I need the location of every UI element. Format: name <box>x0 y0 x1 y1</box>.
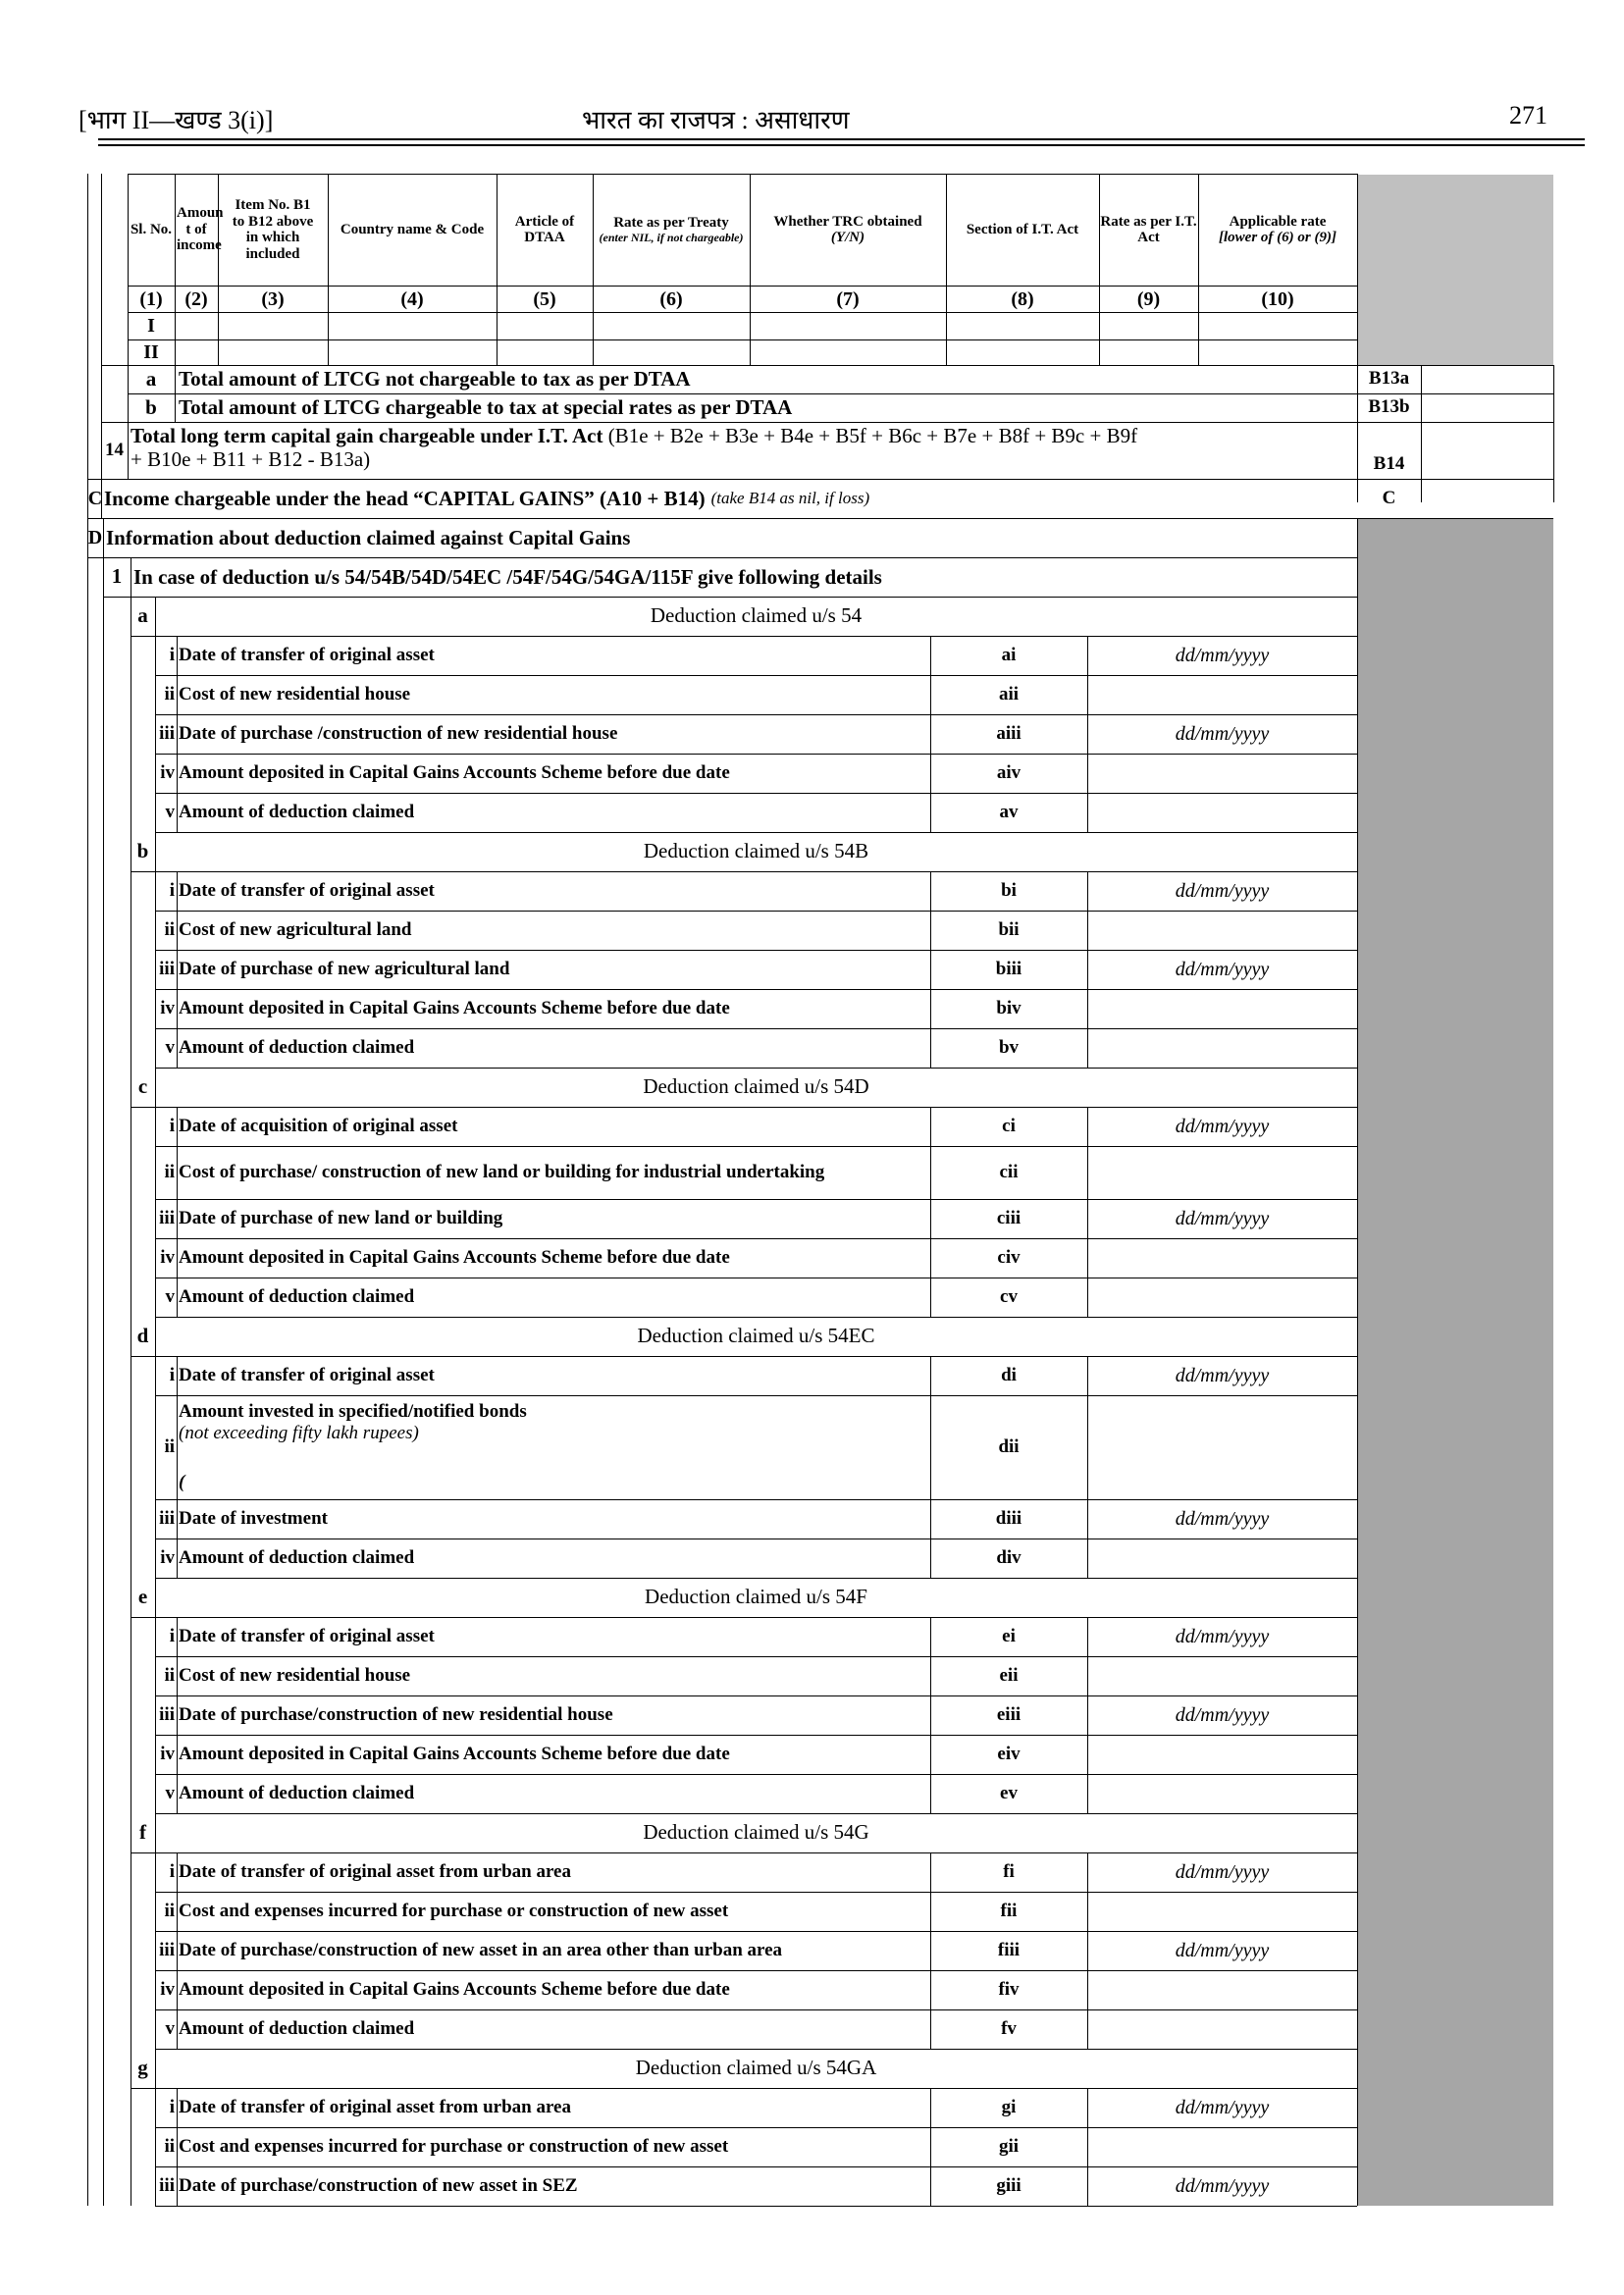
item-value-input[interactable] <box>1087 1395 1357 1499</box>
item-code: aiv <box>996 761 1022 783</box>
item-value-input[interactable] <box>1087 675 1357 714</box>
item-label: Amount deposited in Capital Gains Accounts Scheme before due date <box>179 1247 730 1269</box>
column-header-label: Sl. No. <box>130 221 173 237</box>
rule-vertical <box>177 1278 178 1317</box>
column-header-label: Amoun t of income <box>177 205 224 254</box>
item-label: Cost of purchase/ construction of new land or building for industrial undertaking <box>179 1162 825 1183</box>
b14-formula-cont: + B10e + B11 + B12 - B13a) <box>131 447 371 472</box>
item-label: Date of investment <box>179 1508 328 1530</box>
item-label: Date of purchase of new agricultural land <box>179 959 510 980</box>
column-number-1: (1) <box>139 287 163 310</box>
rule-vertical <box>177 754 178 793</box>
item-label: Date of purchase /construction of new residential house <box>179 723 618 745</box>
item-roman: iii <box>159 958 175 979</box>
item-value-input[interactable] <box>1087 911 1357 950</box>
item-code: fiv <box>998 1978 1020 2000</box>
rule-vertical <box>177 2009 178 2049</box>
item-label-extra: ( <box>179 1471 185 1492</box>
item-roman: iii <box>159 2174 175 2196</box>
item-code: diii <box>995 1507 1022 1529</box>
item-roman: v <box>165 2017 175 2039</box>
item-label: Amount deposited in Capital Gains Accounts Scheme before due date <box>179 762 730 784</box>
table-row-label: II <box>143 341 159 363</box>
item-code: fii <box>1000 1900 1018 1921</box>
item-code: eii <box>999 1664 1019 1686</box>
item-roman: iv <box>160 997 175 1018</box>
section-c-label <box>104 479 1356 518</box>
item-value-input[interactable] <box>1087 1892 1357 1931</box>
item-label: Date of transfer of original asset <box>179 1626 435 1647</box>
table-input-cell[interactable] <box>946 312 1099 339</box>
item-1-title: In case of deduction u/s 54/54B/54D/54EC /54F/54G/54GA/115F give following details <box>133 564 882 589</box>
group-letter-g: g <box>137 2056 148 2080</box>
rule-vertical <box>177 2088 178 2127</box>
column-header-6 <box>593 174 750 286</box>
table-input-cell[interactable] <box>1198 312 1357 339</box>
rule-vertical <box>177 871 178 911</box>
item-code: fi <box>1003 1860 1015 1882</box>
item-roman: v <box>165 1782 175 1803</box>
item-roman: ii <box>164 918 175 940</box>
group-title-d: Deduction claimed u/s 54EC <box>637 1324 875 1348</box>
item-roman: ii <box>164 683 175 704</box>
header-rule-top <box>98 138 1585 140</box>
item-value-input[interactable] <box>1087 1774 1357 1813</box>
b13b-code: B13b <box>1368 396 1410 418</box>
section-c-code: C <box>1382 487 1396 508</box>
item-code: av <box>999 801 1019 822</box>
item-value-input[interactable]: dd/mm/yyyy <box>1175 1940 1270 1961</box>
b13b-letter: b <box>145 394 157 419</box>
table-input-cell[interactable] <box>593 312 750 339</box>
rule-vertical <box>155 2088 156 2206</box>
item-code: cv <box>1000 1285 1018 1307</box>
table-input-cell[interactable] <box>497 339 593 365</box>
b14-label-bold: Total long term capital gain chargeable under I.T. Act <box>131 424 603 447</box>
item-roman: ii <box>164 1664 175 1686</box>
group-letter-b: b <box>136 839 149 863</box>
item-roman: iii <box>159 1939 175 1960</box>
rule-vertical <box>177 1199 178 1238</box>
item-label: Cost of new residential house <box>179 1665 411 1687</box>
item-roman: i <box>169 1860 175 1882</box>
group-title-c: Deduction claimed u/s 54D <box>643 1074 869 1099</box>
item-value-input[interactable] <box>1087 1656 1357 1695</box>
section-c-title: Income chargeable under the head “CAPITAL GAINS” (A10 + B14) <box>104 486 706 510</box>
item-roman: ii <box>164 1435 175 1457</box>
item-roman: v <box>165 801 175 822</box>
item-value-input[interactable]: dd/mm/yyyy <box>1175 1208 1270 1229</box>
b14-label <box>131 424 1357 479</box>
item-roman: i <box>169 2096 175 2117</box>
column-header-label: Whether TRC obtained <box>773 213 922 230</box>
column-number-7: (7) <box>836 287 860 310</box>
item-code: eiv <box>997 1743 1021 1764</box>
column-header-3 <box>218 174 328 286</box>
group-title-b: Deduction claimed u/s 54B <box>643 839 869 863</box>
item-label: Amount of deduction claimed <box>179 802 415 823</box>
column-header-label: Applicable rate <box>1229 213 1327 230</box>
item-code: cii <box>999 1161 1019 1182</box>
b14-number: 14 <box>105 439 124 460</box>
b13b-value-input[interactable] <box>1421 393 1553 422</box>
item-value-input[interactable] <box>1087 1028 1357 1068</box>
item-code: biv <box>996 997 1022 1018</box>
rule-vertical <box>177 793 178 832</box>
item-label <box>179 1395 924 1499</box>
b13b-label: Total amount of LTCG chargeable to tax at special rates as per DTAA <box>179 395 793 420</box>
rule-vertical <box>177 1617 178 1656</box>
item-roman: iv <box>160 1743 175 1764</box>
rule-vertical <box>177 1028 178 1068</box>
item-code: gii <box>998 2135 1020 2157</box>
table-input-cell[interactable] <box>750 339 946 365</box>
rule-vertical <box>177 989 178 1028</box>
header-rule-bottom <box>98 144 1585 146</box>
item-label: Date of transfer of original asset <box>179 1365 435 1386</box>
gazette-title: भारत का राजपत्र : असाधारण <box>582 106 850 134</box>
column-header-label: Section of I.T. Act <box>966 221 1079 237</box>
column-header-label: Item No. B1 to B12 above in which included <box>232 197 314 262</box>
group-letter-a: a <box>137 603 148 628</box>
rule-vertical <box>177 1774 178 1813</box>
b13a-label: Total amount of LTCG not chargeable to tax as per DTAA <box>179 367 691 391</box>
item-code: fv <box>1001 2017 1017 2039</box>
shaded-cell-section-d <box>1357 519 1553 2206</box>
item-value-input[interactable] <box>1087 1278 1357 1317</box>
item-code: aiii <box>996 722 1022 744</box>
item-code: di <box>1001 1364 1017 1385</box>
section-c-letter: C <box>87 488 103 509</box>
item-code: biii <box>995 958 1022 979</box>
item-code: ci <box>1002 1115 1016 1136</box>
item-code: ev <box>1000 1782 1018 1803</box>
item-label: Date of transfer of original asset <box>179 880 435 902</box>
table-col-rule <box>1357 174 1358 365</box>
item-code: giii <box>996 2174 1022 2196</box>
rule-vertical <box>155 1852 156 2049</box>
item-code: ai <box>1001 644 1017 665</box>
item-label: Date of purchase/construction of new residential house <box>179 1704 613 1726</box>
item-roman: iv <box>160 761 175 783</box>
item-value-input[interactable] <box>1087 1146 1357 1199</box>
column-header-10 <box>1198 174 1357 286</box>
rule-vertical <box>177 714 178 754</box>
rule-vertical <box>177 2166 178 2206</box>
item-code: div <box>996 1546 1022 1568</box>
table-input-cell[interactable] <box>328 339 497 365</box>
rule-vertical <box>103 518 104 557</box>
item-value-input[interactable]: dd/mm/yyyy <box>1175 2097 1270 2118</box>
item-roman: iii <box>159 1703 175 1725</box>
item-value-input[interactable]: dd/mm/yyyy <box>1175 1704 1270 1726</box>
item-code: bi <box>1001 879 1017 901</box>
item-value-input[interactable] <box>1087 1735 1357 1774</box>
section-c-value-input[interactable] <box>1421 479 1553 518</box>
item-roman: ii <box>164 1900 175 1921</box>
item-roman: ii <box>164 2135 175 2157</box>
rule-vertical <box>177 1395 178 1499</box>
item-value-input[interactable] <box>1087 989 1357 1028</box>
group-title-g: Deduction claimed u/s 54GA <box>635 2056 877 2080</box>
rule-vertical <box>177 1852 178 1892</box>
rule-vertical <box>177 675 178 714</box>
table-input-cell[interactable] <box>175 339 218 365</box>
item-value-input[interactable]: dd/mm/yyyy <box>1175 1508 1270 1530</box>
item-code: eiii <box>996 1703 1022 1725</box>
item-value-input[interactable]: dd/mm/yyyy <box>1175 1116 1270 1137</box>
item-roman: iv <box>160 1246 175 1268</box>
item-label: Date of transfer of original asset from urban area <box>179 2097 571 2118</box>
item-roman: ii <box>164 1161 175 1182</box>
item-value-input[interactable] <box>1087 2127 1357 2166</box>
rule-vertical <box>155 1617 156 1813</box>
item-label: Date of transfer of original asset from urban area <box>179 1861 571 1883</box>
rule-vertical <box>177 1931 178 1970</box>
column-header-7 <box>750 174 946 286</box>
rule-vertical <box>177 1695 178 1735</box>
column-number-6: (6) <box>659 287 683 310</box>
table-input-cell[interactable] <box>175 312 218 339</box>
rule-vertical <box>177 1539 178 1578</box>
page-header <box>0 101 1624 140</box>
item-roman: v <box>165 1285 175 1307</box>
rule-vertical <box>177 950 178 989</box>
item-label: Amount of deduction claimed <box>179 1037 415 1059</box>
column-header-note: (Y/N) <box>830 230 865 245</box>
column-header-8 <box>946 174 1099 286</box>
rule-vertical <box>177 1656 178 1695</box>
group-letter-e: e <box>137 1585 148 1609</box>
rule-vertical <box>128 422 129 479</box>
column-header-label: Article of DTAA <box>514 213 575 245</box>
column-number-5: (5) <box>533 287 556 310</box>
group-title-f: Deduction claimed u/s 54G <box>643 1820 869 1845</box>
item-code: gi <box>1001 2096 1017 2117</box>
item-roman: i <box>169 1115 175 1136</box>
item-value-input[interactable]: dd/mm/yyyy <box>1175 1365 1270 1386</box>
item-roman: i <box>169 1625 175 1646</box>
item-code: aii <box>998 683 1020 704</box>
item-code: dii <box>998 1435 1020 1457</box>
b13a-code: B13a <box>1368 368 1410 390</box>
item-value-input[interactable] <box>1087 1238 1357 1278</box>
column-header-2 <box>175 174 224 286</box>
item-label-text: Amount invested in specified/notified bonds <box>179 1401 527 1422</box>
item-roman: v <box>165 1036 175 1058</box>
rule-vertical <box>177 1107 178 1146</box>
item-value-input[interactable]: dd/mm/yyyy <box>1175 723 1270 745</box>
column-number-9: (9) <box>1136 287 1161 310</box>
item-value-input[interactable] <box>1087 2009 1357 2049</box>
rule-vertical <box>155 1107 156 1317</box>
item-value-input[interactable]: dd/mm/yyyy <box>1175 1861 1270 1883</box>
item-label: Date of purchase/construction of new asset in an area other than urban area <box>179 1940 783 1961</box>
item-value-input[interactable]: dd/mm/yyyy <box>1175 880 1270 902</box>
column-header-1 <box>128 174 175 286</box>
table-input-cell[interactable] <box>946 339 1099 365</box>
item-value-input[interactable]: dd/mm/yyyy <box>1175 959 1270 980</box>
item-code: ei <box>1002 1625 1016 1646</box>
group-letter-c: c <box>137 1074 148 1099</box>
section-d-letter: D <box>87 527 103 548</box>
section-d-title: Information about deduction claimed against Capital Gains <box>106 525 631 549</box>
rule-vertical <box>177 911 178 950</box>
item-code: civ <box>997 1246 1021 1268</box>
rule-vertical <box>103 557 104 2206</box>
item-label-note: (not exceeding fifty lakh rupees) <box>179 1422 419 1443</box>
b14-value-input[interactable] <box>1421 422 1553 479</box>
item-roman: i <box>169 644 175 665</box>
column-number-10: (10) <box>1261 287 1294 310</box>
item-label: Cost of new residential house <box>179 684 411 705</box>
b14-code: B14 <box>1373 453 1405 475</box>
item-code: ciii <box>996 1207 1022 1228</box>
item-label: Cost of new agricultural land <box>179 919 412 941</box>
column-number-2: (2) <box>184 287 208 310</box>
column-header-label: Rate as per I.T. Act <box>1100 213 1197 245</box>
rule-vertical <box>1553 365 1554 502</box>
item-roman: iii <box>159 1207 175 1228</box>
item-label: Amount of deduction claimed <box>179 1783 415 1804</box>
item-label: Amount of deduction claimed <box>179 1547 415 1569</box>
rule-vertical <box>1357 518 1358 2206</box>
group-letter-d: d <box>136 1324 149 1348</box>
column-header-label: Country name & Code <box>340 221 485 237</box>
shaded-cell-header <box>1357 175 1553 365</box>
item-1-number: 1 <box>111 564 123 589</box>
item-value-input[interactable] <box>1087 1970 1357 2009</box>
column-number-4: (4) <box>400 287 424 310</box>
column-number-8: (8) <box>1011 287 1034 310</box>
item-value-input[interactable] <box>1087 793 1357 832</box>
column-header-note: (enter NIL, if not chargeable) <box>599 230 744 244</box>
rule-vertical <box>177 1970 178 2009</box>
group-title-e: Deduction claimed u/s 54F <box>645 1585 867 1609</box>
rule-vertical <box>177 2127 178 2166</box>
table-input-cell[interactable] <box>750 312 946 339</box>
item-value-input[interactable]: dd/mm/yyyy <box>1175 645 1270 666</box>
item-label: Date of transfer of original asset <box>179 645 435 666</box>
section-c-note: (take B14 as nil, if loss) <box>710 489 870 508</box>
table-input-cell[interactable] <box>1099 339 1198 365</box>
item-label: Date of purchase/construction of new asset in SEZ <box>179 2175 578 2197</box>
table-input-cell[interactable] <box>593 339 750 365</box>
item-code: bii <box>998 918 1020 940</box>
rule-horizontal <box>155 2206 1357 2207</box>
item-value-input[interactable] <box>1087 1539 1357 1578</box>
column-header-note: [lower of (6) or (9)] <box>1219 230 1336 245</box>
item-roman: iv <box>160 1546 175 1568</box>
item-label: Amount deposited in Capital Gains Accounts Scheme before due date <box>179 1979 730 2001</box>
table-input-cell[interactable] <box>218 339 328 365</box>
item-value-input[interactable]: dd/mm/yyyy <box>1175 2175 1270 2197</box>
item-roman: iii <box>159 722 175 744</box>
rule-vertical <box>177 1146 178 1199</box>
rule-vertical <box>155 1356 156 1578</box>
column-header-4 <box>328 174 497 286</box>
item-roman: i <box>169 879 175 901</box>
rule-vertical <box>177 1499 178 1539</box>
rule-vertical <box>177 1238 178 1278</box>
item-code: fiii <box>997 1939 1021 1960</box>
item-roman: iii <box>159 1507 175 1529</box>
rule-vertical <box>177 1356 178 1395</box>
item-label: Date of acquisition of original asset <box>179 1116 458 1137</box>
item-label: Amount of deduction claimed <box>179 2018 415 2040</box>
column-header-label: Rate as per Treaty <box>613 215 729 232</box>
column-header-9 <box>1099 174 1198 286</box>
rule-vertical <box>177 1735 178 1774</box>
table-row-label: I <box>147 315 155 337</box>
rule-vertical <box>177 636 178 675</box>
item-label: Cost and expenses incurred for purchase or construction of new asset <box>179 2136 729 2158</box>
rule-vertical <box>177 1892 178 1931</box>
item-value-input[interactable]: dd/mm/yyyy <box>1175 1626 1270 1647</box>
rule-horizontal <box>101 422 1553 423</box>
item-roman: i <box>169 1364 175 1385</box>
page-number: 271 <box>1509 101 1547 130</box>
rule-vertical <box>155 636 156 832</box>
b14-formula: (B1e + B2e + B3e + B4e + B5f + B6c + B7e + B8f + B9c + B9f <box>602 424 1138 447</box>
item-label: Amount deposited in Capital Gains Accounts Scheme before due date <box>179 1744 730 1765</box>
b13a-letter: a <box>145 366 157 391</box>
column-number-3: (3) <box>261 287 285 310</box>
column-header-5 <box>497 174 593 286</box>
table-input-cell[interactable] <box>1099 312 1198 339</box>
group-letter-f: f <box>139 1820 146 1845</box>
item-value-input[interactable] <box>1087 754 1357 793</box>
b13a-value-input[interactable] <box>1421 365 1553 393</box>
group-title-a: Deduction claimed u/s 54 <box>650 603 863 628</box>
rule-vertical <box>155 871 156 1068</box>
item-code: bv <box>998 1036 1020 1058</box>
item-label: Cost and expenses incurred for purchase or construction of new asset <box>179 1901 729 1922</box>
item-label: Date of purchase of new land or building <box>179 1208 503 1229</box>
table-input-cell[interactable] <box>218 312 328 339</box>
item-label: Amount of deduction claimed <box>179 1286 415 1308</box>
table-input-cell[interactable] <box>1198 339 1357 365</box>
part-label: [भाग II—खण्ड 3(i)] <box>79 106 274 134</box>
table-input-cell[interactable] <box>328 312 497 339</box>
item-label: Amount deposited in Capital Gains Accounts Scheme before due date <box>179 998 730 1019</box>
item-roman: iv <box>160 1978 175 2000</box>
table-input-cell[interactable] <box>497 312 593 339</box>
